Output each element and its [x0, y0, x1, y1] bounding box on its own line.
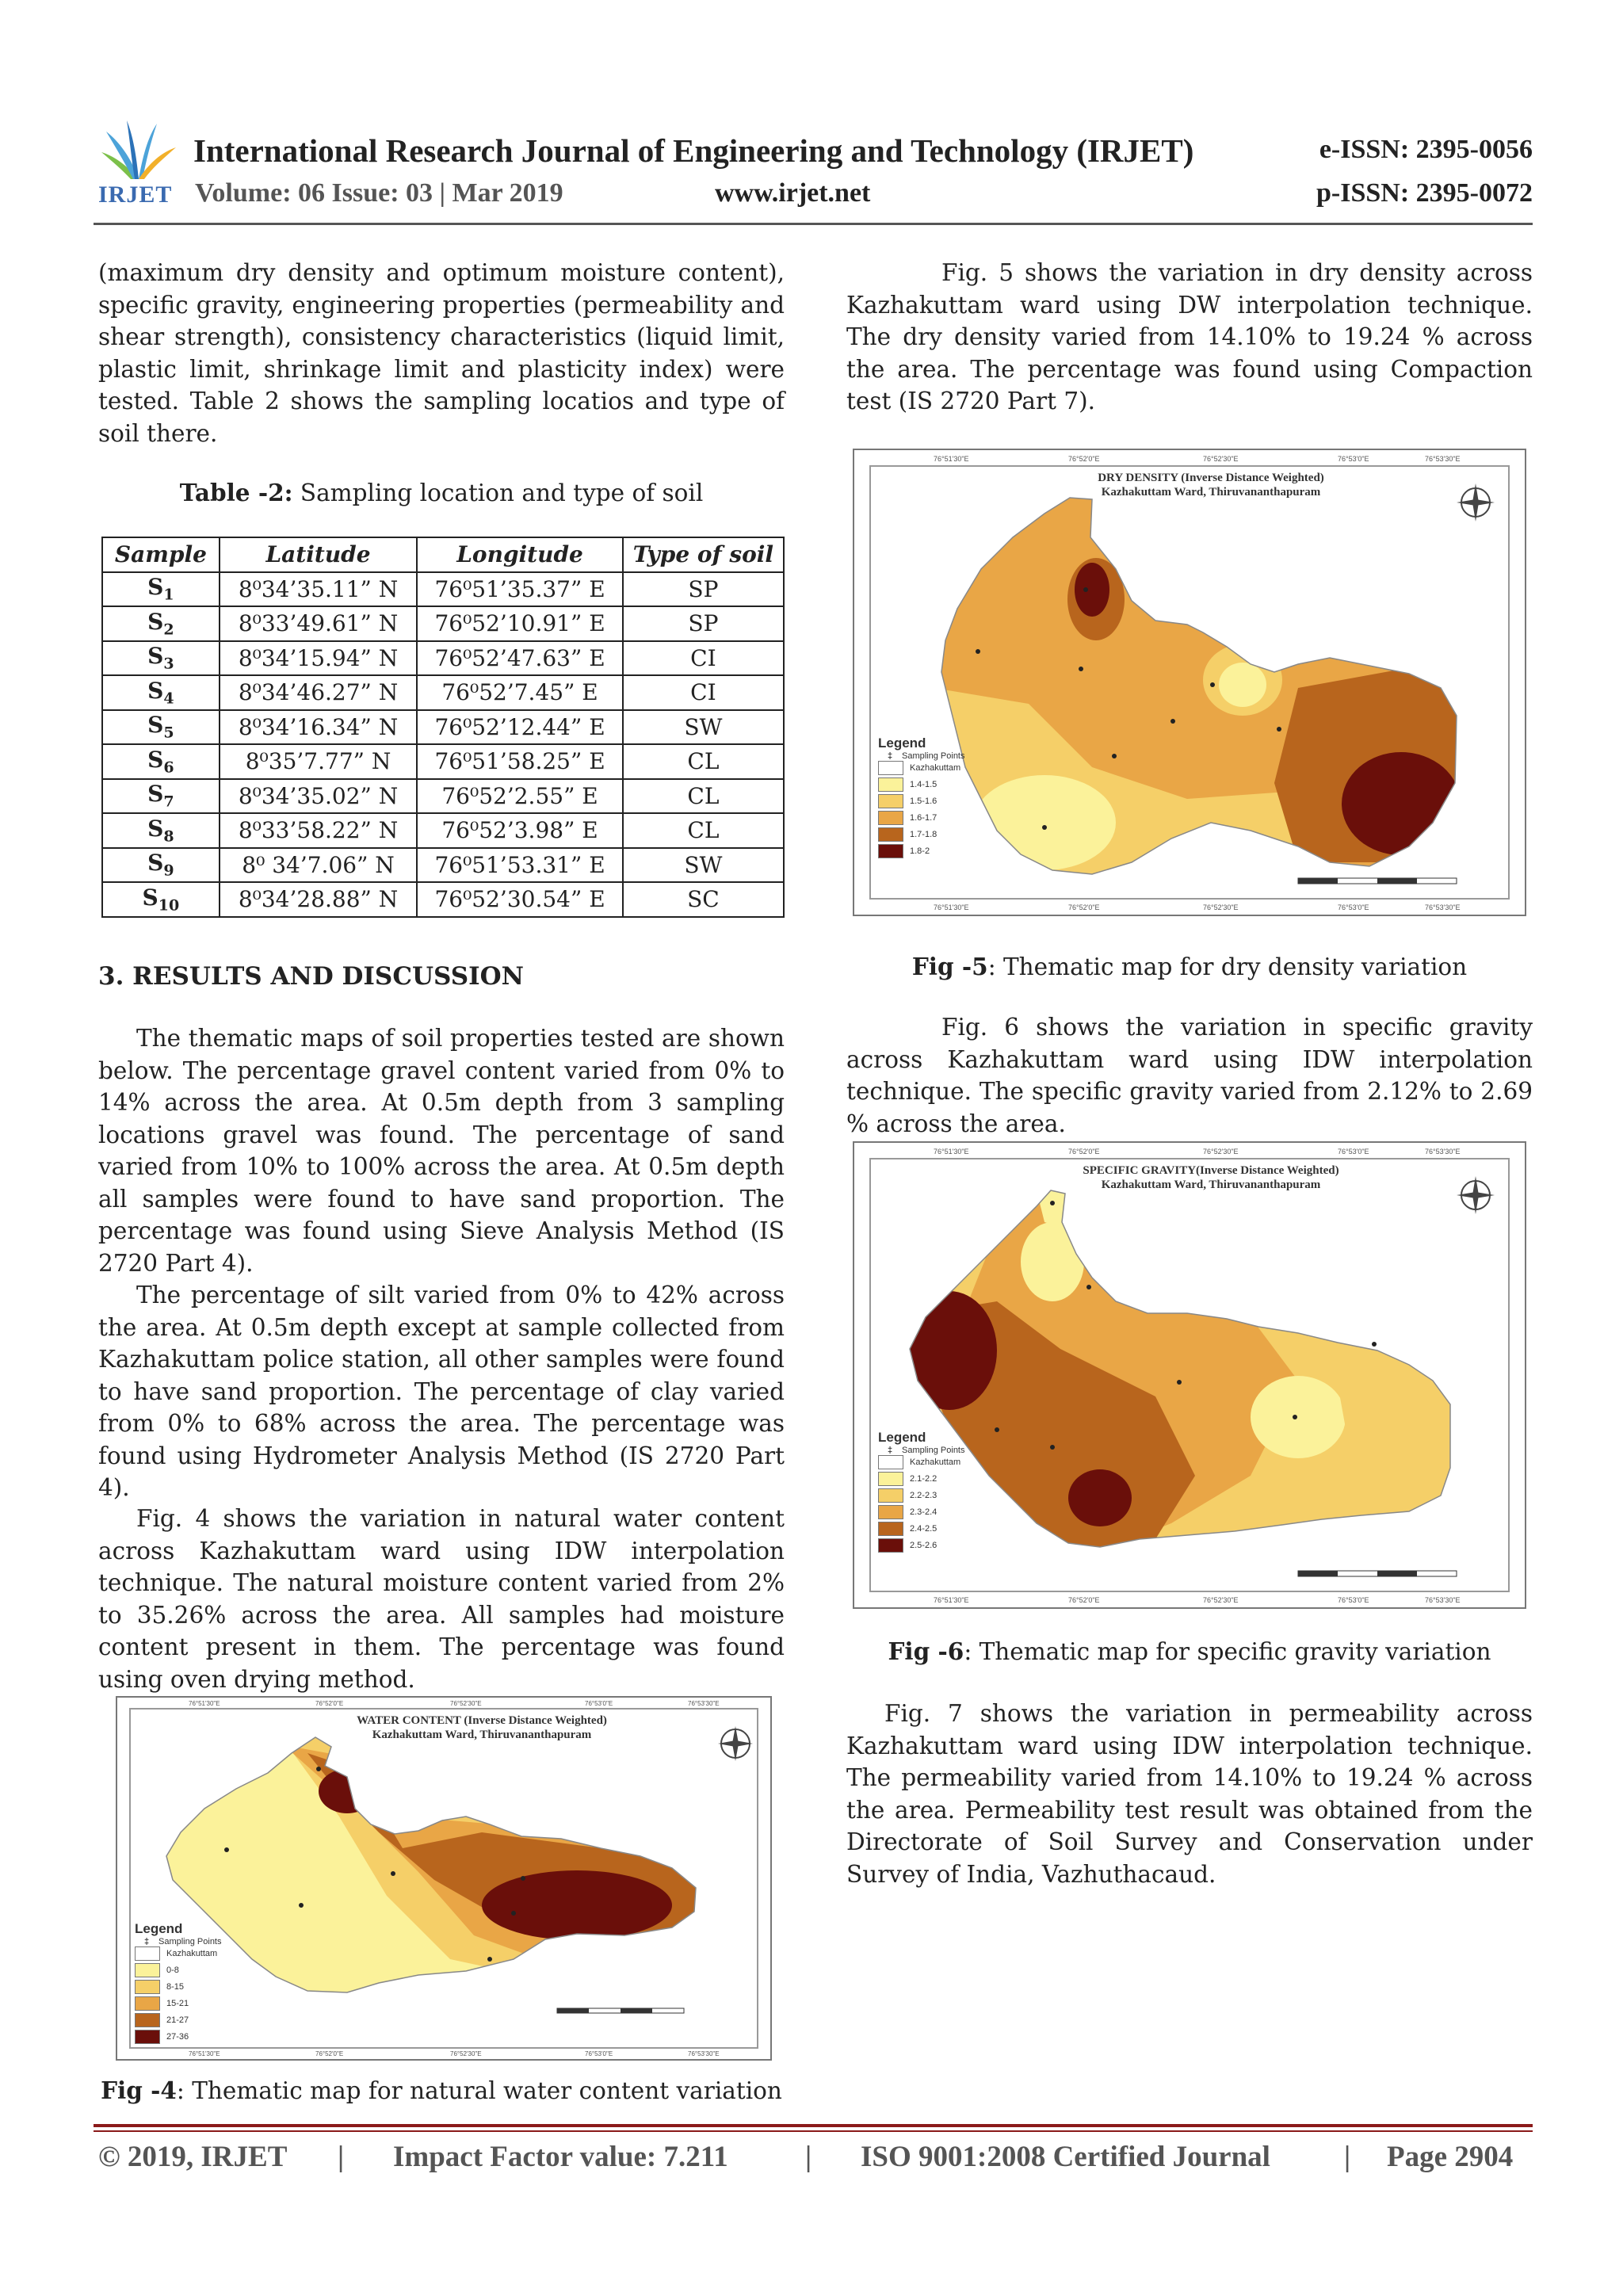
legend-class — [878, 1488, 965, 1503]
svg-text:76°51'30"E: 76°51'30"E — [934, 904, 969, 911]
cell-latitude: 8⁰34’28.88” N — [220, 882, 417, 917]
legend-sampling-points — [135, 1937, 222, 1946]
ward-boundary-icon — [878, 1455, 903, 1469]
cell-type: CL — [623, 813, 784, 848]
sampling-point-icon: ‡ — [887, 1446, 893, 1455]
cell-type: SW — [623, 710, 784, 745]
legend-title: Legend — [135, 1921, 183, 1936]
cell-sample: $S_7$ — [102, 779, 220, 814]
legend-swatch — [135, 1996, 160, 2011]
svg-text:76°53'30"E: 76°53'30"E — [1425, 904, 1461, 911]
svg-text:76°52'0"E: 76°52'0"E — [1068, 455, 1100, 463]
legend-class — [135, 2030, 222, 2044]
legend-class-label: 1.7-1.8 — [910, 829, 938, 839]
table-caption: Table -2: Sampling location and type of soil — [179, 479, 704, 506]
cell-longitude: 76⁰52’30.54” E — [417, 882, 623, 917]
footer-copyright: © 2019, IRJET — [98, 2141, 288, 2173]
cell-sample: $S_2$ — [102, 606, 220, 641]
cell-type: CL — [623, 744, 784, 779]
scale-bar — [557, 2008, 684, 2013]
table-row — [102, 848, 784, 883]
col-header-type: Type of soil — [623, 537, 784, 572]
legend-class-label: 1.4-1.5 — [910, 779, 938, 789]
legend-swatch — [878, 777, 903, 792]
legend-title: Legend — [878, 1430, 926, 1445]
cell-latitude: 8⁰34’35.02” N — [220, 779, 417, 814]
cell-longitude: 76⁰51’53.31” E — [417, 848, 623, 883]
table-header-row — [102, 537, 784, 572]
col-header-latitude: Latitude — [220, 537, 417, 572]
cell-sample: $S_6$ — [102, 744, 220, 779]
col-header-longitude: Longitude — [417, 537, 623, 572]
legend-class-label: 2.4-2.5 — [910, 1523, 938, 1534]
legend-sampling-points — [878, 751, 965, 761]
cell-longitude: 76⁰51’58.25” E — [417, 744, 623, 779]
legend-class — [135, 2013, 222, 2027]
legend-class-label: 2.1-2.2 — [910, 1473, 938, 1484]
right-para-1: Fig. 5 shows the variation in dry density across Kazhakuttam ward using DW interpolation technique. The dry density varied from 14.10% to 19.24 % across the area. The percentage was found using Compaction test (IS 2720 Part 7). — [846, 259, 1533, 415]
fig6-caption: Fig -6: Thematic map for specific gravity variation — [888, 1637, 1491, 1665]
legend-class — [878, 777, 965, 792]
svg-text:76°51'30"E: 76°51'30"E — [934, 1596, 969, 1604]
legend-class-label: 8-15 — [166, 1981, 185, 1992]
legend-swatch — [878, 811, 903, 825]
svg-text:76°53'0"E: 76°53'0"E — [585, 1700, 613, 1707]
section-title: 3. RESULTS AND DISCUSSION — [98, 962, 524, 991]
legend-class-label: 27-36 — [166, 2031, 189, 2042]
table-row — [102, 813, 784, 848]
cell-type: CI — [623, 675, 784, 710]
legend-label: Kazhakuttam — [166, 1948, 218, 1958]
legend-ward — [135, 1946, 222, 1961]
footer-iso: ISO 9001:2008 Certified Journal — [861, 2141, 1270, 2173]
cell-longitude: 76⁰52’12.44” E — [417, 710, 623, 745]
cell-sample: $S_{10}$ — [102, 882, 220, 917]
legend-swatch — [878, 1505, 903, 1519]
footer-separator: | — [805, 2141, 812, 2173]
legend-class-label: 2.2-2.3 — [910, 1490, 938, 1500]
cell-latitude: 8⁰34’16.34” N — [220, 710, 417, 745]
cell-type: SW — [623, 848, 784, 883]
table-row — [102, 744, 784, 779]
legend-swatch — [135, 2013, 160, 2027]
cell-latitude: 8⁰33’49.61” N — [220, 606, 417, 641]
logo-wordmark: IRJET — [98, 181, 173, 208]
cell-sample: $S_1$ — [102, 572, 220, 607]
map6-title: SPECIFIC GRAVITY(Inverse Distance Weighted) Kazhakuttam Ward, Thiruvananthapuram — [1083, 1164, 1339, 1191]
cell-sample: $S_5$ — [102, 710, 220, 745]
legend-label: Kazhakuttam — [910, 762, 961, 773]
svg-text:76°53'30"E: 76°53'30"E — [688, 2050, 720, 2057]
fig4-map — [116, 1696, 772, 2061]
svg-text:76°51'30"E: 76°51'30"E — [934, 455, 969, 463]
ward-boundary-icon — [878, 761, 903, 775]
legend-class — [135, 1980, 222, 1994]
right-para-2: Fig. 6 shows the variation in specific gravity across Kazhakuttam ward using IDW interpolation technique. The specific gravity varied from 2.12% to 2.69 % across the area. — [846, 1014, 1533, 1137]
cell-sample: $S_8$ — [102, 813, 220, 848]
legend-class-label: 1.5-1.6 — [910, 796, 938, 806]
svg-text:76°52'30"E: 76°52'30"E — [1203, 904, 1239, 911]
footer-separator: | — [338, 2141, 345, 2173]
map4-legend — [135, 1921, 222, 2044]
volume-issue: Volume: 06 Issue: 03 | Mar 2019 — [195, 178, 563, 208]
legend-swatch — [135, 2030, 160, 2044]
legend-ward — [878, 761, 965, 775]
legend-class — [878, 1472, 965, 1486]
cell-latitude: 8⁰34’35.11” N — [220, 572, 417, 607]
map5-title: DRY DENSITY (Inverse Distance Weighted) Kazhakuttam Ward, Thiruvananthapuram — [1098, 472, 1324, 499]
left-para-1: (maximum dry density and optimum moisture content), specific gravity, engineering properties (permeability and shear strength), consistency characteristics (liquid limit, plastic limit, shrinkage limit and plasticity index) were tested. Table 2 shows the sampling locatios and type of soil there. — [98, 259, 785, 447]
table-row — [102, 710, 784, 745]
journal-title: International Research Journal of Engineering and Technology (IRJET) — [193, 132, 1194, 169]
fig5-caption: Fig -5: Thematic map for dry density variation — [911, 953, 1468, 980]
svg-text:76°53'30"E: 76°53'30"E — [1425, 1596, 1461, 1604]
svg-text:76°53'0"E: 76°53'0"E — [1338, 904, 1369, 911]
svg-text:76°51'30"E: 76°51'30"E — [189, 1700, 220, 1707]
sampling-table — [101, 537, 785, 918]
scale-bar — [1298, 1571, 1457, 1576]
left-para-2: The thematic maps of soil properties tested are shown below. The percentage gravel content varied from 0% to 14% across the area. At 0.5m depth from 3 sampling locations gravel was found. The percentage of sand varied from 10% to 100% across the area. At 0.5m depth all samples were found to have sand proportion. The percentage was found using Sieve Analysis Method (IS 2720 Part 4). — [98, 1025, 785, 1277]
left-para-3: The percentage of silt varied from 0% to 42% across the area. At 0.5m depth except at sample collected from Kazhakuttam police station, all other samples were found to have sand proportion. The percentage of clay varied from 0% to 68% across the area. The percentage was found using Hydrometer Analysis Method (IS 2720 Part 4). — [98, 1282, 785, 1501]
legend-title: Legend — [878, 735, 926, 751]
cell-longitude: 76⁰52’47.63” E — [417, 641, 623, 676]
svg-text:76°53'0"E: 76°53'0"E — [1338, 1596, 1369, 1604]
cell-type: SC — [623, 882, 784, 917]
table-row — [102, 572, 784, 607]
svg-text:76°52'0"E: 76°52'0"E — [315, 2050, 344, 2057]
cell-latitude: 8⁰34’46.27” N — [220, 675, 417, 710]
svg-text:76°51'30"E: 76°51'30"E — [934, 1148, 969, 1156]
legend-swatch — [878, 827, 903, 842]
right-para-3: Fig. 7 shows the variation in permeability across Kazhakuttam ward using IDW interpolation technique. The permeability varied from 14.10% to 19.24 % across the area. Permeability test result was obtained from the Directorate of Soil Survey and Conservation under Survey of India, Vazhuthacaud. — [846, 1700, 1533, 1888]
cell-longitude: 76⁰52’10.91” E — [417, 606, 623, 641]
legend-swatch — [135, 1963, 160, 1977]
svg-text:76°52'30"E: 76°52'30"E — [450, 1700, 482, 1707]
svg-text:76°51'30"E: 76°51'30"E — [189, 2050, 220, 2057]
footer-rule-thin — [94, 2130, 1533, 2132]
svg-text:76°52'30"E: 76°52'30"E — [1203, 455, 1239, 463]
table-row — [102, 606, 784, 641]
cell-latitude: 8⁰34’15.94” N — [220, 641, 417, 676]
svg-text:76°53'0"E: 76°53'0"E — [1338, 1148, 1369, 1156]
table-row — [102, 641, 784, 676]
fig6-map — [853, 1141, 1526, 1609]
cell-sample: $S_9$ — [102, 848, 220, 883]
cell-longitude: 76⁰52’2.55” E — [417, 779, 623, 814]
cell-type: SP — [623, 572, 784, 607]
legend-ward — [878, 1455, 965, 1469]
legend-class — [878, 827, 965, 842]
svg-text:76°53'30"E: 76°53'30"E — [1425, 455, 1461, 463]
legend-class-label: 2.5-2.6 — [910, 1540, 938, 1550]
svg-text:76°52'0"E: 76°52'0"E — [1068, 1596, 1100, 1604]
legend-class-label: 2.3-2.4 — [910, 1507, 938, 1517]
legend-class-label: 1.8-2 — [910, 846, 930, 856]
table-row — [102, 779, 784, 814]
cell-longitude: 76⁰52’3.98” E — [417, 813, 623, 848]
eissn: e-ISSN: 2395-0056 — [1319, 135, 1533, 164]
legend-label: Kazhakuttam — [910, 1457, 961, 1467]
table-row — [102, 675, 784, 710]
legend-class-label: 0-8 — [166, 1965, 179, 1975]
header-rule — [94, 223, 1533, 225]
legend-label: Sampling Points — [902, 1446, 965, 1455]
map4-title: WATER CONTENT (Inverse Distance Weighted) Kazhakuttam Ward, Thiruvananthapuram — [357, 1714, 607, 1741]
legend-class-label: 1.6-1.7 — [910, 812, 938, 823]
map5-legend — [878, 735, 965, 858]
pissn: p-ISSN: 2395-0072 — [1316, 178, 1533, 208]
left-para-4: Fig. 4 shows the variation in natural water content across Kazhakuttam ward using IDW interpolation technique. The natural moisture content varied from 2% to 35.26% across the area. All samples had moisture content present in them. The percentage was found using oven drying method. — [98, 1505, 785, 1693]
scale-bar — [1298, 878, 1457, 884]
cell-longitude: 76⁰51’35.37” E — [417, 572, 623, 607]
legend-swatch — [878, 1472, 903, 1486]
footer-page-number: Page 2904 — [1387, 2141, 1514, 2173]
svg-text:76°52'0"E: 76°52'0"E — [1068, 904, 1100, 911]
legend-class — [135, 1996, 222, 2011]
legend-class — [878, 1538, 965, 1553]
legend-swatch — [878, 794, 903, 808]
footer-separator: | — [1344, 2141, 1351, 2173]
cell-type: CI — [623, 641, 784, 676]
legend-class — [878, 794, 965, 808]
map6-legend — [878, 1430, 965, 1553]
cell-longitude: 76⁰52’7.45” E — [417, 675, 623, 710]
legend-sampling-points — [878, 1446, 965, 1455]
legend-swatch — [878, 1488, 903, 1503]
svg-text:76°52'30"E: 76°52'30"E — [1203, 1596, 1239, 1604]
cell-type: CL — [623, 779, 784, 814]
legend-class — [878, 1505, 965, 1519]
fig5-map — [853, 449, 1526, 916]
footer-rule — [94, 2124, 1533, 2127]
svg-text:76°52'30"E: 76°52'30"E — [450, 2050, 482, 2057]
svg-text:76°53'30"E: 76°53'30"E — [1425, 1148, 1461, 1156]
table-row — [102, 882, 784, 917]
svg-text:76°52'0"E: 76°52'0"E — [1068, 1148, 1100, 1156]
legend-swatch — [878, 1522, 903, 1536]
svg-text:76°53'0"E: 76°53'0"E — [585, 2050, 613, 2057]
svg-text:76°53'0"E: 76°53'0"E — [1338, 455, 1369, 463]
legend-swatch — [878, 844, 903, 858]
cell-latitude: 8⁰35’7.77” N — [220, 744, 417, 779]
legend-class-label: 21-27 — [166, 2015, 189, 2025]
cell-latitude: 8⁰33’58.22” N — [220, 813, 417, 848]
legend-class — [135, 1963, 222, 1977]
journal-website: www.irjet.net — [715, 178, 871, 208]
ward-boundary-icon — [135, 1946, 160, 1961]
cell-type: SP — [623, 606, 784, 641]
legend-swatch — [135, 1980, 160, 1994]
cell-sample: $S_4$ — [102, 675, 220, 710]
legend-swatch — [878, 1538, 903, 1553]
irjet-logo-icon — [95, 117, 182, 182]
legend-class — [878, 844, 965, 858]
cell-sample: $S_3$ — [102, 641, 220, 676]
legend-label: Sampling Points — [158, 1937, 222, 1946]
fig4-caption: Fig -4: Thematic map for natural water content variation — [101, 2076, 782, 2104]
sampling-point-icon: ‡ — [143, 1937, 150, 1946]
svg-text:76°52'0"E: 76°52'0"E — [315, 1700, 344, 1707]
footer-impact-factor: Impact Factor value: 7.211 — [393, 2141, 728, 2173]
col-header-sample: Sample — [102, 537, 220, 572]
legend-class — [878, 811, 965, 825]
cell-latitude: 8⁰ 34’7.06” N — [220, 848, 417, 883]
sampling-point-icon: ‡ — [887, 751, 893, 761]
svg-text:76°53'30"E: 76°53'30"E — [688, 1700, 720, 1707]
legend-label: Sampling Points — [902, 751, 965, 761]
legend-class — [878, 1522, 965, 1536]
svg-text:76°52'30"E: 76°52'30"E — [1203, 1148, 1239, 1156]
legend-class-label: 15-21 — [166, 1998, 189, 2008]
